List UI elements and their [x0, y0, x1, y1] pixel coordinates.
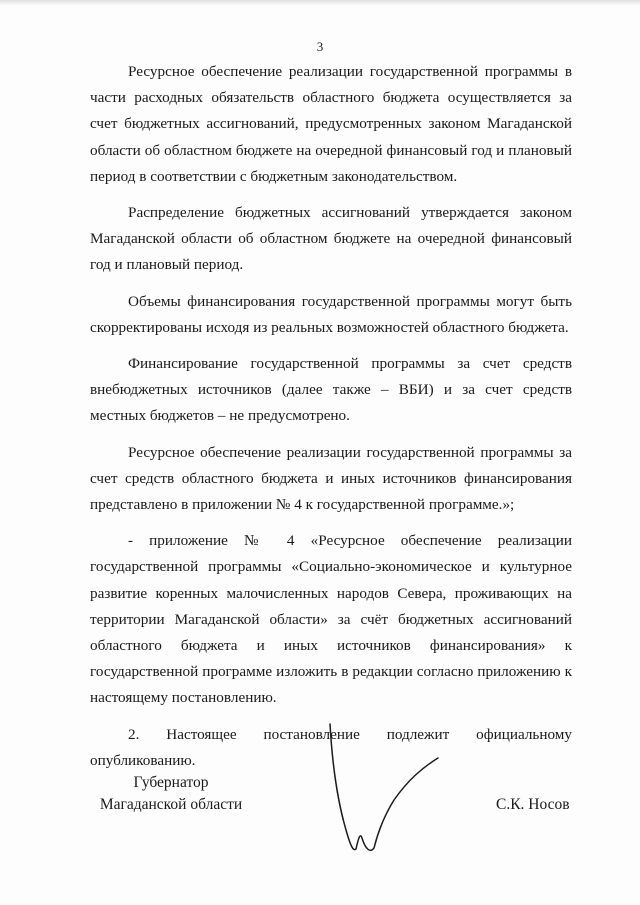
handwritten-signature	[322, 720, 452, 860]
signatory-position	[96, 772, 246, 816]
paragraph-appendix-reference: Ресурсное обеспечение реализации государственной программы за счет средств областного бюджета и иных источников финансирования представлено в приложении № 4 к государственной программе.»;	[90, 443, 572, 514]
paragraph-appendix-4-amendment: - приложение № 4 «Ресурсное обеспечение реализации государственной программы «Социально-экономическое и культурное развитие коренных малочисленных народов Севера, проживающих на территории Магаданской области» за счёт бюджетных ассигнований областного бюджета и иных источников финансирования» к государственной программе изложить в редакции согласно приложению к настоящему постановлению.	[90, 532, 572, 707]
paragraph-resource-provision: Ресурсное обеспечение реализации государственной программы в части расходных обязательств областного бюджета осуществляется за счет бюджетных ассигнований, предусмотренных законом Магаданской области об областном бюджете на очередной финансовый год и плановый период в соответствии с бюджетным законодательством.	[90, 63, 572, 185]
paragraph-allocation: Распределение бюджетных ассигнований утверждается законом Магаданской области об областном бюджете на очередной финансовый год и плановый период.	[90, 204, 572, 274]
paragraph-extrabudgetary: Финансирование государственной программы за счет средств внебюджетных источников (далее также – ВБИ) и за счет средств местных бюджетов – не предусмотрено.	[90, 355, 572, 425]
signatory-position-line1: Губернатор	[133, 774, 209, 791]
paragraph-publication: 2. Настоящее постановление подлежит официальному опубликованию.	[90, 725, 572, 769]
signer-name: С.К. Носов	[496, 796, 570, 813]
document-body	[90, 59, 572, 774]
paragraph-financing-volumes: Объемы финансирования государственной программы могут быть скорректированы исходя из реальных возможностей областного бюджета.	[90, 292, 572, 336]
page-number: 3	[316, 39, 324, 54]
signatory-position-line2: Магаданской области	[99, 796, 243, 813]
scan-edge	[0, 0, 640, 6]
